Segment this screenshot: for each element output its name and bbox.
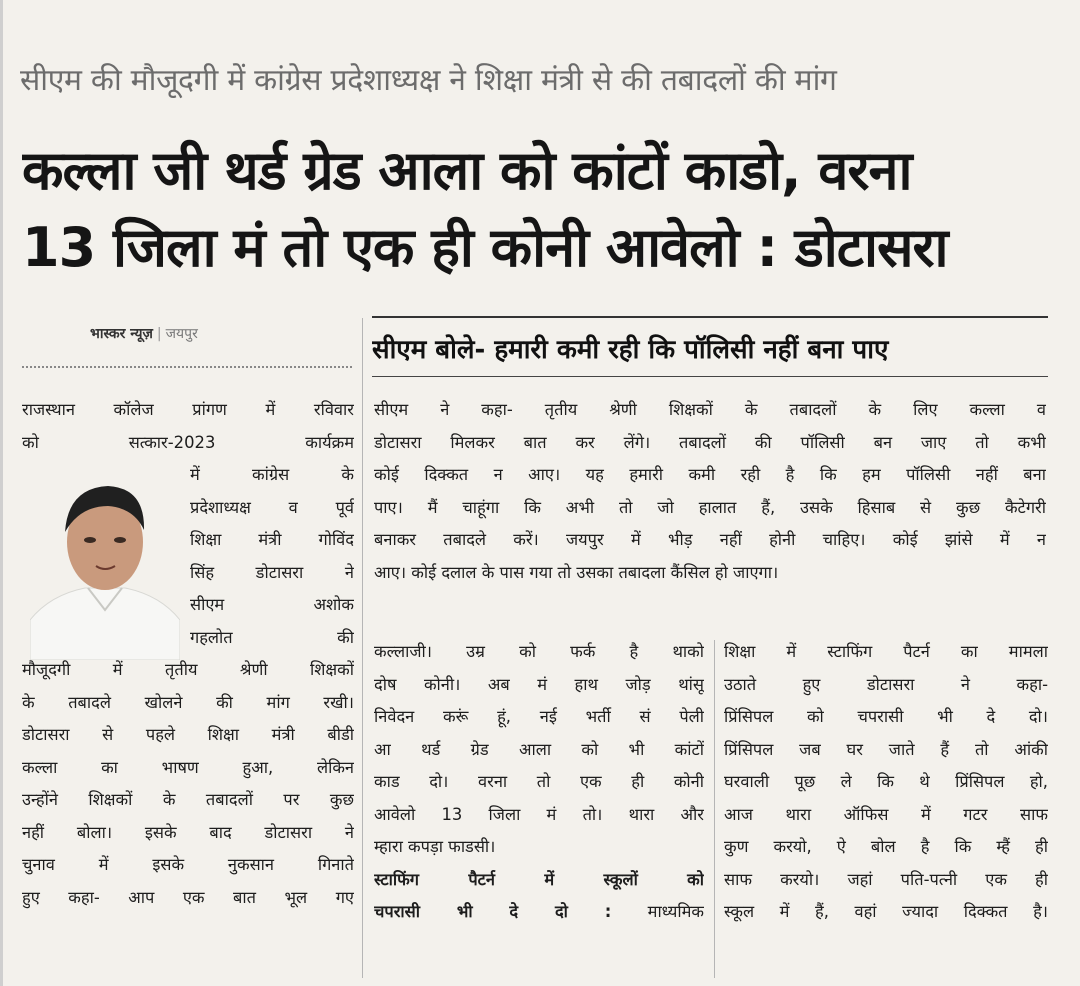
middle-subhead-line-2 [374,896,704,929]
left-line: डोटासरा से पहले शिक्षा मंत्री बीडी [22,725,354,744]
left-line: गहलोत की [190,627,354,647]
left-line: मौजूदगी में तृतीय श्रेणी शिक्षकों [22,660,354,679]
right-column [724,636,1048,929]
cm-line: बनाकर तबादले करें। जयपुर में भीड़ नहीं होनी चाहिए। कोई झांसे में न [374,530,1046,549]
right-line: कुण करयो, ऐ बोल है कि म्हैं ही [724,837,1048,856]
kicker-headline: सीएम की मौजूदगी में कांग्रेस प्रदेशाध्यक्ष ने शिक्षा मंत्री से की तबादलों की मांग [20,63,837,98]
left-line: में कांग्रेस के [190,465,354,484]
byline-separator: | [156,326,162,342]
middle-subhead: स्टाफिंग पैटर्न में स्कूलों को [374,869,704,889]
left-line: को सत्कार-2023 कार्यक्रम [22,432,354,452]
cm-line: पाए। मैं चाहूंगा कि अभी तो जो हालात हैं, उसके हिसाब से कुछ कैटेगरी [374,497,1046,517]
byline-source: भास्कर न्यूज़ [90,326,153,342]
left-line: सिंह डोटासरा ने [190,562,354,582]
right-line: प्रिंसिपल को चपरासी भी दे दो। [724,707,1048,726]
right-line: आज थारा ऑफिस में गटर साफ [724,804,1048,824]
left-line: शिक्षा मंत्री गोविंद [190,530,354,549]
right-line: प्रिंसिपल जब घर जाते हैं तो आंकी [724,739,1048,759]
cm-line: आए। कोई दलाल के पास गया तो उसका तबादला कैंसिल हो जाएगा। [374,562,779,582]
headline-line-2: 13 जिला मं तो एक ही कोनी आवेलो : डोटासरा [22,216,948,279]
left-line: चुनाव में इसके नुकसान गिनाते [22,855,354,874]
column-divider-right [714,640,715,978]
middle-line: काड दो। वरना तो एक ही कोनी [374,772,704,791]
left-line: नहीं बोला। इसके बाद डोटासरा ने [22,822,354,842]
byline-city: जयपुर [165,326,198,342]
middle-column [374,636,704,929]
right-line: साफ करयो। जहां पति-पत्नी एक ही [724,869,1048,889]
main-headline [22,132,1062,286]
left-line: कल्ला का भाषण हुआ, लेकिन [22,757,354,777]
column-divider-left [362,318,363,978]
subhead-rule-bottom [372,376,1048,377]
headline-line-1: कल्ला जी थर्ड ग्रेड आला को कांटों काडो, वरना [22,139,912,202]
left-line: हुए कहा- आप एक बात भूल गए [22,887,354,907]
left-line: सीएम अशोक [190,595,354,614]
cm-line: सीएम ने कहा- तृतीय श्रेणी शिक्षकों के तबादलों के लिए कल्ला व [374,400,1046,419]
subhead-rule-top [372,316,1048,318]
middle-line: कल्लाजी। उम्र को फर्क है थाको [374,642,704,661]
byline [90,324,198,343]
middle-line: आ थर्ड ग्रेड आला को भी कांटों [374,739,704,759]
byline-divider [22,366,352,368]
left-column [22,394,354,914]
left-line: राजस्थान कॉलेज प्रांगण में रविवार [22,400,354,419]
right-line: शिक्षा में स्टाफिंग पैटर्न का मामला [724,642,1048,661]
right-line: उठाते हुए डोटासरा ने कहा- [724,674,1048,694]
middle-line: दोष कोनी। अब मं हाथ जोड़ थांसू [374,674,704,694]
left-line: प्रदेशाध्यक्ष व पूर्व [190,497,354,517]
middle-subhead-rest: माध्यमिक [647,902,704,921]
cm-line: डोटासरा मिलकर बात कर लेंगे। तबादलों की पॉलिसी बन जाए तो कभी [374,432,1046,452]
middle-line: निवेदन करूं हूं, नई भर्ती सं पेली [374,707,704,726]
right-line: घरवाली पूछ ले कि थे प्रिंसिपल हो, [724,772,1048,791]
cm-statement-block [374,394,1046,589]
left-line: उन्होंने शिक्षकों के तबादलों पर कुछ [22,790,354,809]
right-line: स्कूल में हैं, वहां ज्यादा दिक्कत है। [724,902,1048,921]
middle-line: आवेलो 13 जिला मं तो। थारा और [374,804,704,824]
middle-subhead-bold: चपरासी भी दे दो : [374,902,612,921]
middle-line: म्हारा कपड़ा फाडसी। [374,837,496,856]
left-line: के तबादले खोलने की मांग रखी। [22,692,354,712]
cm-line: कोई दिक्कत न आए। यह हमारी कमी रही है कि हम पॉलिसी नहीं बना [374,465,1046,484]
subhead: सीएम बोले- हमारी कमी रही कि पॉलिसी नहीं बना पाए [372,335,889,365]
